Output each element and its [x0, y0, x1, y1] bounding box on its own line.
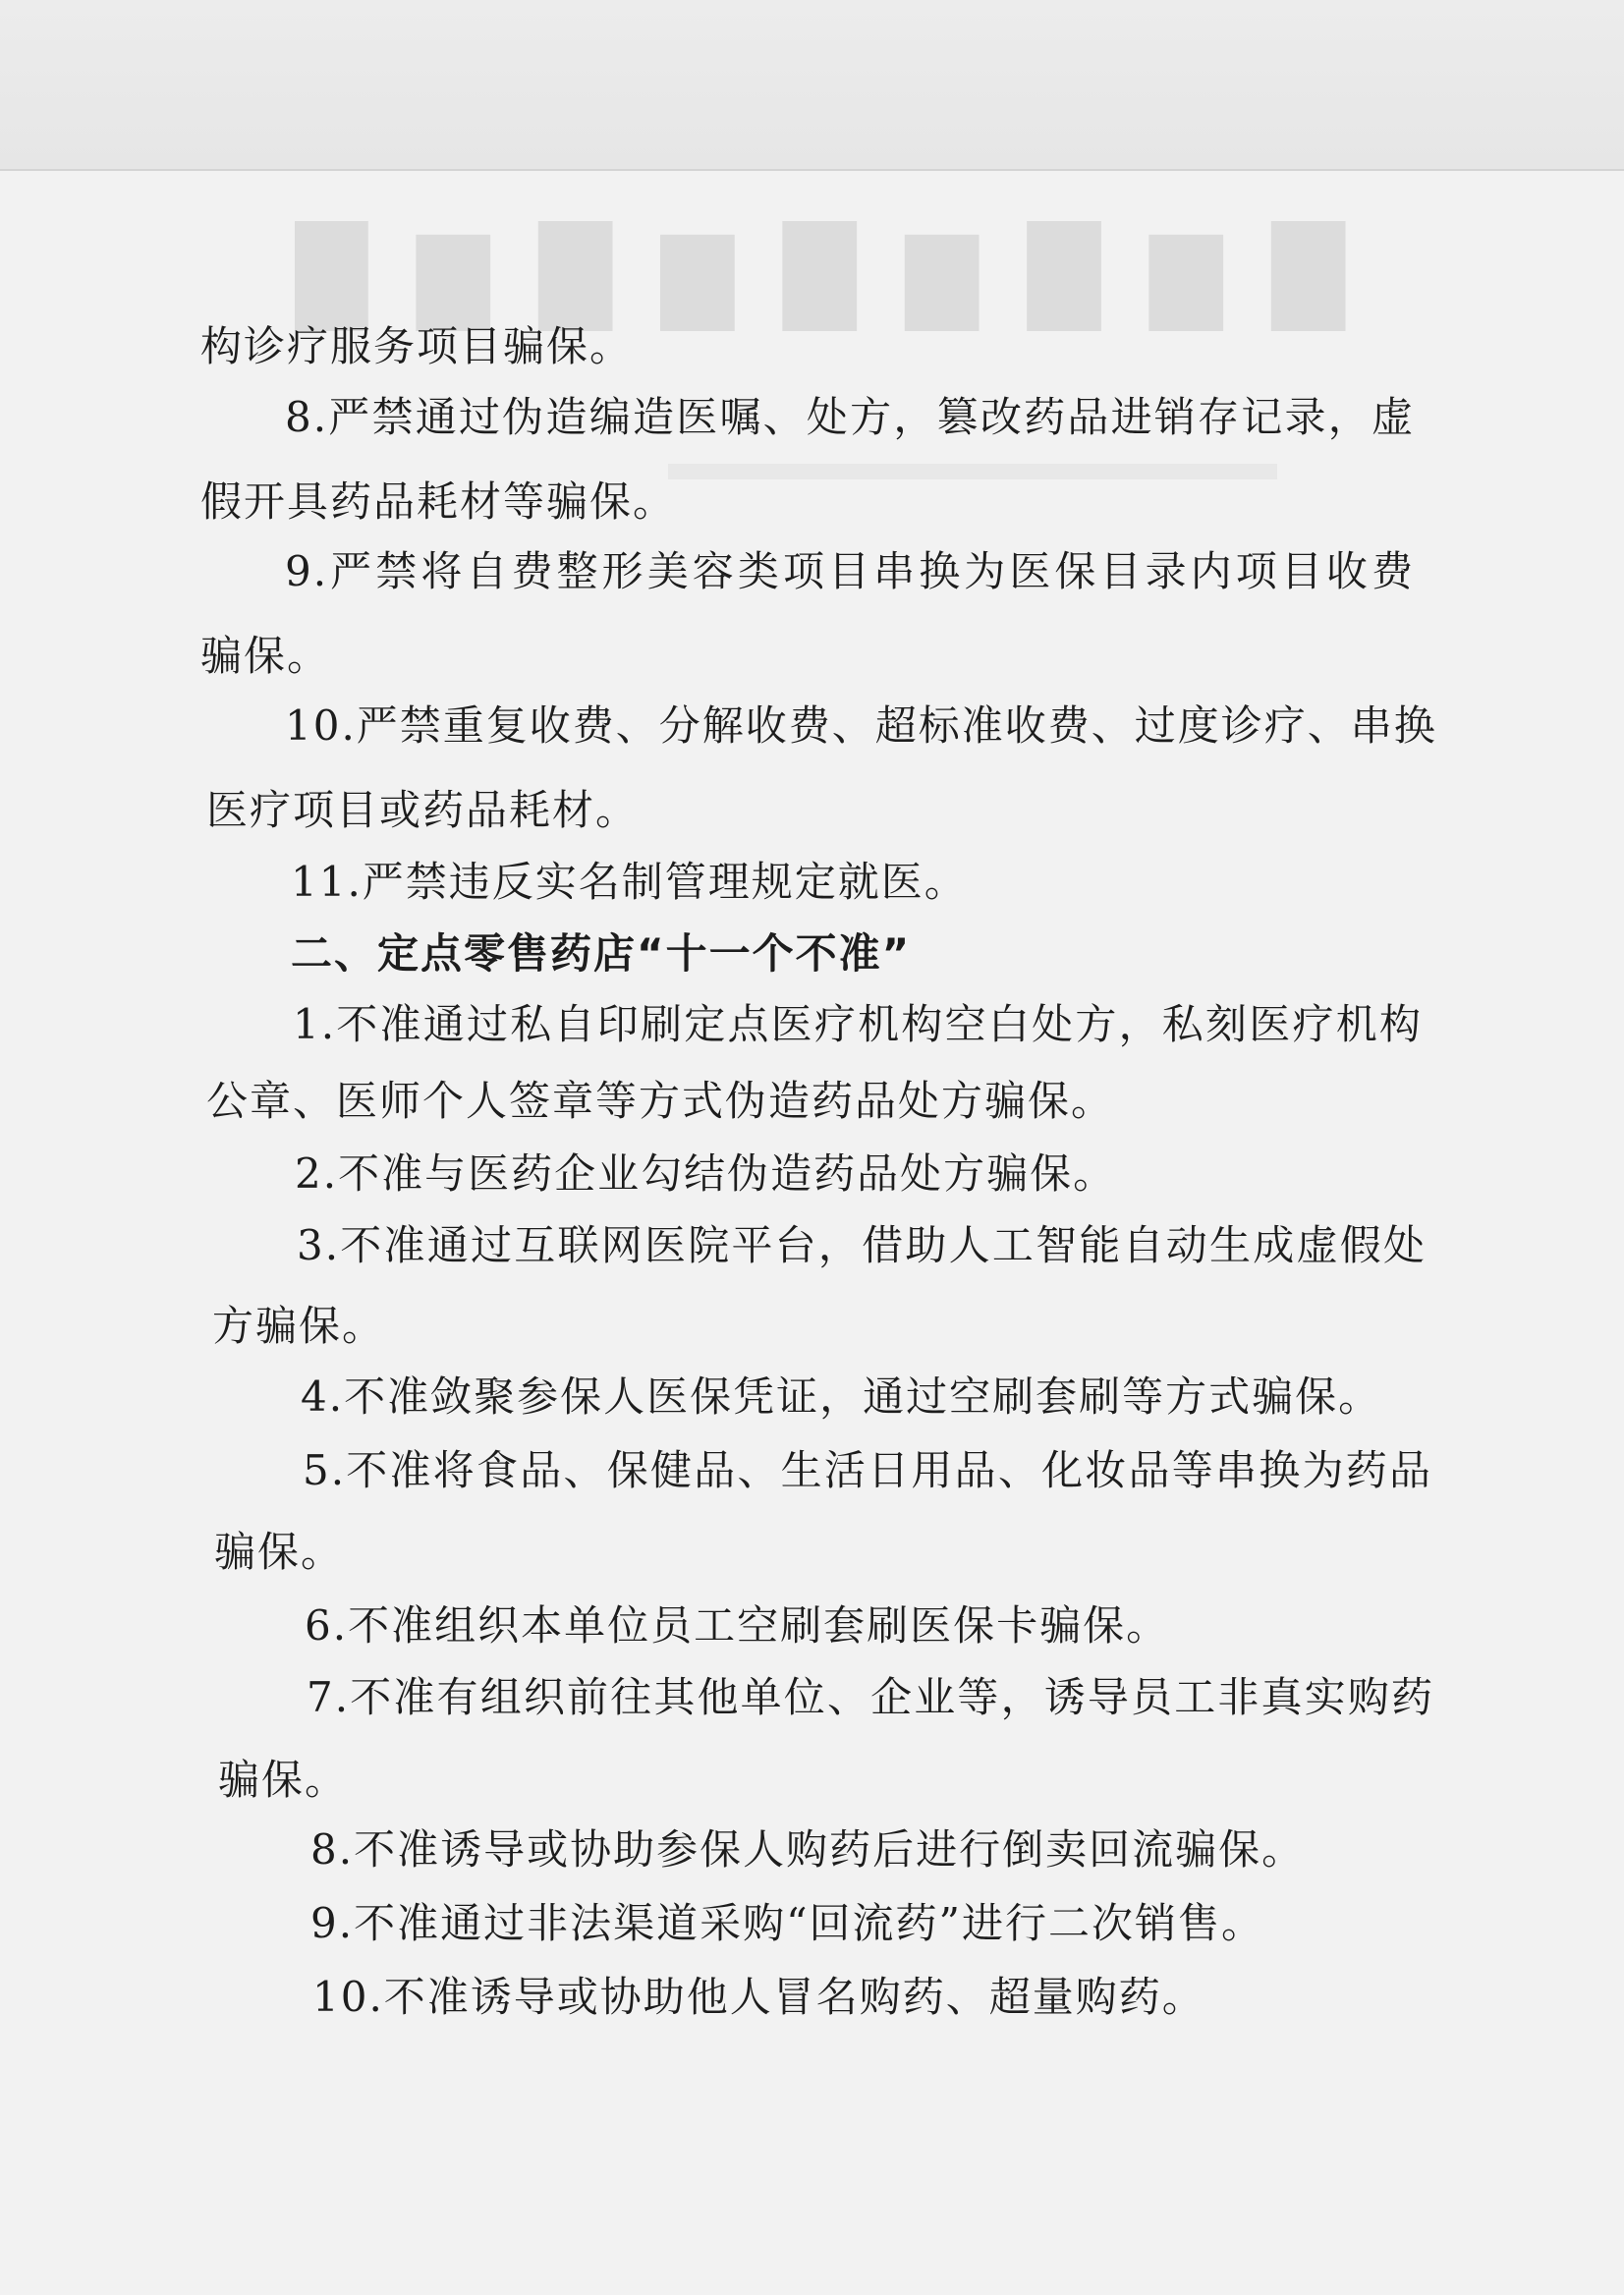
- text-line: 8.严禁通过伪造编造医嘱、处方，篡改药品进销存记录，虚: [285, 393, 1415, 441]
- text-line: 骗保。: [200, 632, 331, 680]
- text-line: 假开具药品耗材等骗保。: [200, 477, 677, 526]
- text-line: 公章、医师个人签章等方式伪造药品处方骗保。: [206, 1077, 1115, 1125]
- text-line: 方骗保。: [212, 1302, 386, 1350]
- text-line: 3.不准通过互联网医院平台，借助人工智能自动生成虚假处: [297, 1221, 1427, 1269]
- text-line: 医疗项目或药品耗材。: [206, 786, 640, 834]
- text-line: 构诊疗服务项目骗保。: [200, 322, 634, 370]
- text-line: 10.严禁重复收费、分解收费、超标准收费、过度诊疗、串换: [285, 701, 1437, 750]
- text-line: 7.不准有组织前往其他单位、企业等，诱导员工非真实购药: [307, 1673, 1434, 1721]
- text-line: 4.不准敛聚参保人医保凭证，通过空刷套刷等方式骗保。: [301, 1372, 1382, 1421]
- text-line: 骗保。: [214, 1528, 345, 1576]
- text-line: 骗保。: [218, 1756, 349, 1804]
- text-line: 1.不准通过私自印刷定点医疗机构空白处方，私刻医疗机构: [293, 1000, 1423, 1048]
- bleed-through-title: █ ▇ █ ▇ █ ▇ █ ▇ █: [295, 221, 1355, 331]
- text-line: 6.不准组织本单位员工空刷套刷医保卡骗保。: [305, 1601, 1170, 1650]
- text-line: 9.严禁将自费整形美容类项目串换为医保目录内项目收费: [285, 547, 1415, 595]
- text-line: 2.不准与医药企业勾结伪造药品处方骗保。: [295, 1149, 1117, 1198]
- text-line: 10.不准诱导或协助他人冒名购药、超量购药。: [312, 1973, 1205, 2021]
- section-heading: 二、定点零售药店“十一个不准”: [291, 929, 912, 978]
- text-line: 5.不准将食品、保健品、生活日用品、化妆品等串换为药品: [303, 1446, 1432, 1494]
- text-line: 11.严禁违反实名制管理规定就医。: [291, 858, 968, 906]
- text-line: 9.不准通过非法渠道采购“回流药”进行二次销售。: [310, 1899, 1265, 1947]
- text-line: 8.不准诱导或协助参保人购药后进行倒卖回流骗保。: [310, 1825, 1306, 1874]
